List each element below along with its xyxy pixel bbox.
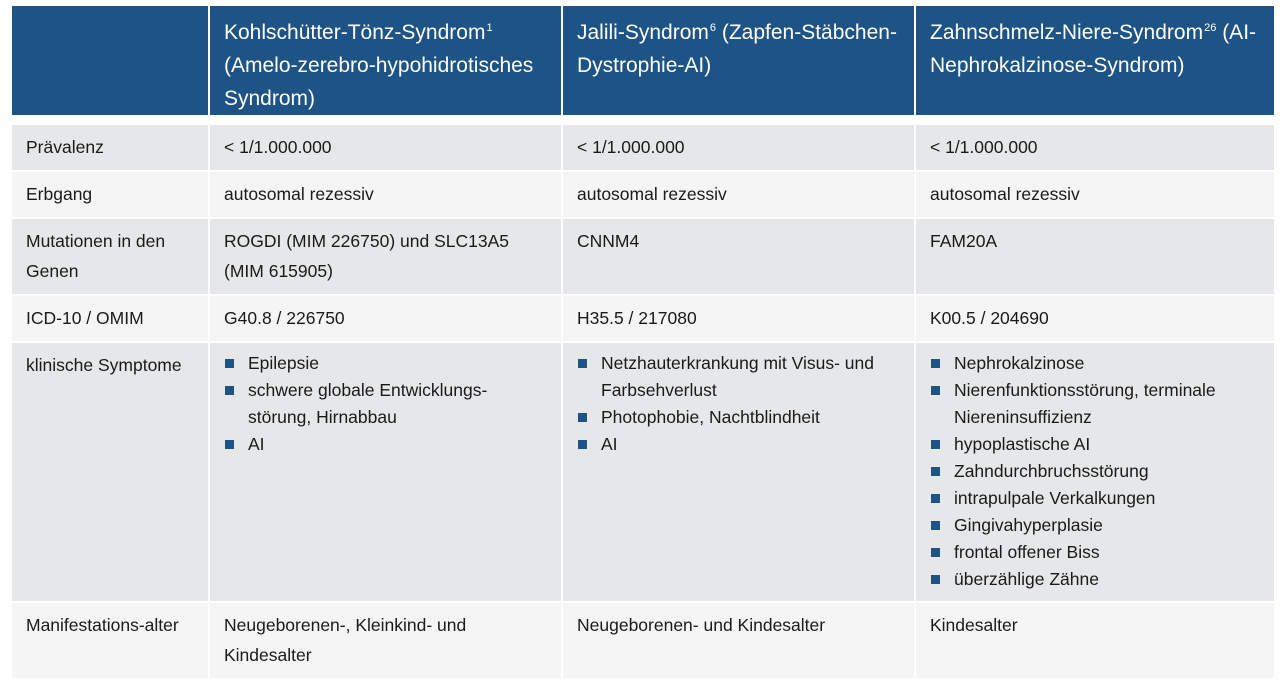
symptom-text: Netzhauterkrankung mit Visus- und Farbsehverlust <box>601 353 875 400</box>
list-item <box>930 377 1262 431</box>
cell-value: < 1/1.000.000 <box>563 125 914 172</box>
row-label: Manifestations-alter <box>12 603 208 680</box>
symptom-text: schwere globale Entwicklungs-störung, Hirnabbau <box>248 380 488 427</box>
row-icd-omim <box>12 296 1274 343</box>
row-label: klinische Symptome <box>12 343 208 603</box>
square-bullet-icon <box>225 440 234 449</box>
symptom-list <box>224 350 549 458</box>
cell-value: autosomal rezessiv <box>563 172 914 219</box>
symptom-text: Zahndurchbruchsstörung <box>954 461 1149 481</box>
symptom-text: frontal offener Biss <box>954 542 1100 562</box>
header-subtitle: (Zapfen-Stäbchen-Dystrophie-AI) <box>577 21 897 77</box>
symptom-text: intrapulpale Verkalkungen <box>954 488 1156 508</box>
header-title: Jalili-Syndrom <box>577 21 709 44</box>
cell-value: FAM20A <box>916 219 1274 296</box>
list-item <box>224 377 549 431</box>
list-item <box>930 458 1262 485</box>
symptom-list <box>930 350 1262 593</box>
symptom-text: Gingivahyperplasie <box>954 515 1103 535</box>
symptom-text: Photophobie, Nachtblindheit <box>601 407 820 427</box>
list-item <box>930 566 1262 593</box>
list-item <box>930 539 1262 566</box>
header-footnote: 26 <box>1204 22 1217 34</box>
header-zahnschmelz-niere <box>916 6 1274 125</box>
square-bullet-icon <box>931 494 940 503</box>
symptom-list <box>577 350 902 458</box>
square-bullet-icon <box>225 386 234 395</box>
symptom-text: AI <box>248 434 265 454</box>
row-label: Prävalenz <box>12 125 208 172</box>
syndrome-comparison-table <box>10 6 1276 680</box>
header-subtitle: (Amelo-zerebro-hypohidrotisches Syndrom) <box>224 54 534 110</box>
header-footnote: 6 <box>709 22 716 34</box>
header-subtitle: (AI-Nephrokalzinose-Syndrom) <box>930 21 1257 77</box>
cell-value: Neugeborenen- und Kindesalter <box>563 603 914 680</box>
row-praevalenz <box>12 125 1274 172</box>
header-kohlschuetter-toenz <box>210 6 561 125</box>
cell-value: K00.5 / 204690 <box>916 296 1274 343</box>
list-item <box>577 431 902 458</box>
list-item <box>224 350 549 377</box>
list-item <box>930 485 1262 512</box>
square-bullet-icon <box>931 521 940 530</box>
cell-value: < 1/1.000.000 <box>210 125 561 172</box>
row-klinische-symptome <box>12 343 1274 603</box>
square-bullet-icon <box>931 575 940 584</box>
header-row <box>12 6 1274 125</box>
square-bullet-icon <box>578 440 587 449</box>
cell-value: < 1/1.000.000 <box>916 125 1274 172</box>
cell-value: ROGDI (MIM 226750) und SLC13A5 (MIM 615905) <box>210 219 561 296</box>
symptom-cell <box>916 343 1274 603</box>
cell-value: Neugeborenen-, Kleinkind- und Kindesalter <box>210 603 561 680</box>
cell-value: autosomal rezessiv <box>916 172 1274 219</box>
square-bullet-icon <box>578 413 587 422</box>
square-bullet-icon <box>931 359 940 368</box>
list-item <box>577 404 902 431</box>
cell-value: G40.8 / 226750 <box>210 296 561 343</box>
symptom-text: Nierenfunktionsstörung, terminale Niereninsuffizienz <box>954 380 1216 427</box>
row-label: Mutationen in den Genen <box>12 219 208 296</box>
cell-value: autosomal rezessiv <box>210 172 561 219</box>
list-item <box>930 350 1262 377</box>
row-manifestationsalter <box>12 603 1274 680</box>
row-label: ICD-10 / OMIM <box>12 296 208 343</box>
symptom-cell <box>210 343 561 603</box>
symptom-text: Epilepsie <box>248 353 320 373</box>
row-mutationen <box>12 219 1274 296</box>
square-bullet-icon <box>225 359 234 368</box>
square-bullet-icon <box>931 440 940 449</box>
row-label: Erbgang <box>12 172 208 219</box>
cell-value: Kindesalter <box>916 603 1274 680</box>
symptom-text: hypoplastische AI <box>954 434 1091 454</box>
header-corner <box>12 6 208 125</box>
header-footnote: 1 <box>486 22 493 34</box>
list-item <box>930 512 1262 539</box>
header-title: Kohlschütter-Tönz-Syndrom <box>224 21 486 44</box>
square-bullet-icon <box>931 386 940 395</box>
cell-value: CNNM4 <box>563 219 914 296</box>
list-item <box>577 350 902 404</box>
square-bullet-icon <box>931 467 940 476</box>
list-item <box>930 431 1262 458</box>
header-title: Zahnschmelz-Niere-Syndrom <box>930 21 1204 44</box>
symptom-text: Nephrokalzinose <box>954 353 1085 373</box>
square-bullet-icon <box>931 548 940 557</box>
row-erbgang <box>12 172 1274 219</box>
list-item <box>224 431 549 458</box>
symptom-cell <box>563 343 914 603</box>
symptom-text: AI <box>601 434 618 454</box>
cell-value: H35.5 / 217080 <box>563 296 914 343</box>
symptom-text: überzählige Zähne <box>954 569 1099 589</box>
square-bullet-icon <box>578 359 587 368</box>
header-jalili <box>563 6 914 125</box>
